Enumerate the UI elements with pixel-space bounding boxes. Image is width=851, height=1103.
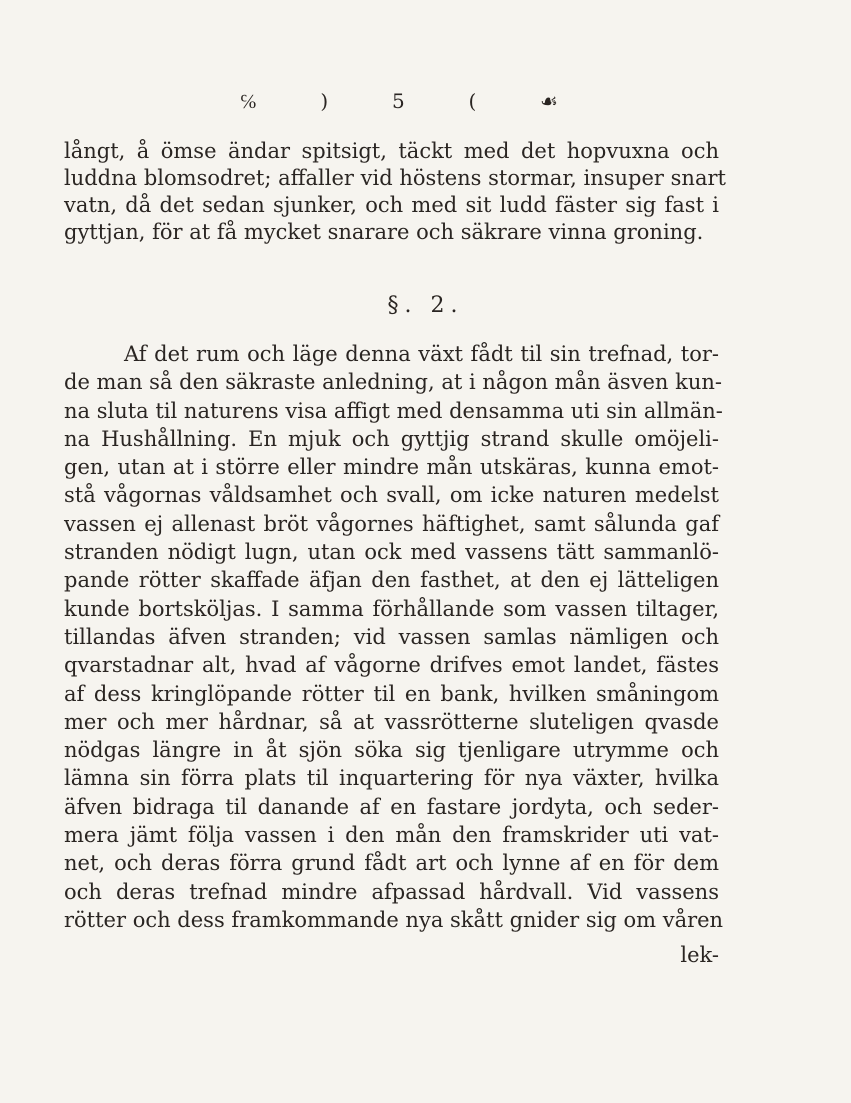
paragraph-section-2 bbox=[64, 340, 724, 934]
text-line: kunde bortsköljas. I samma förhållande som vassen tiltager, bbox=[64, 596, 719, 621]
text-line: gen, utan at i större eller mindre mån utskäras, kunna emot- bbox=[64, 455, 719, 480]
text-line: mer och mer hårdnar, så at vassrötterne sluteligen qvasde bbox=[64, 709, 719, 734]
page-header bbox=[240, 84, 560, 118]
text-line: de man så den säkraste anledning, at i någon mån äsven kun- bbox=[64, 370, 722, 395]
text-line: luddna blomsodret; affaller vid höstens stormar, insuper snart bbox=[64, 166, 726, 190]
text-line: gyttjan, för at få mycket snarare och säkrare vinna groning. bbox=[64, 220, 704, 244]
text-line: vatn, då det sedan sjunker, och med sit ludd fäster sig fast i bbox=[64, 193, 719, 217]
text-line: lämna sin förra plats til inquartering för nya växter, hvilka bbox=[64, 766, 719, 791]
text-line: vassen ej allenast bröt vågornes häftighet, samt sålunda gaf bbox=[64, 511, 719, 536]
text-line: och deras trefnad mindre afpassad hårdvall. Vid vassens bbox=[64, 879, 719, 904]
page-number: 5 bbox=[391, 89, 407, 113]
text-line: äfven bidraga til danande af en fastare jordyta, och seder- bbox=[64, 794, 719, 819]
page-number-bracket-left: ) bbox=[320, 89, 331, 113]
text-line: mera jämt följa vassen i den mån den framskrider uti vat- bbox=[64, 823, 719, 848]
section-heading: §. 2. bbox=[387, 293, 464, 318]
catchword: lek- bbox=[680, 943, 719, 967]
text-line: Af det rum och läge denna växt fådt til sin trefnad, tor- bbox=[124, 342, 719, 366]
text-line: rötter och dess framkommande nya skått gnider sig om våren bbox=[64, 907, 724, 932]
text-line: af dess kringlöpande rötter til en bank, hvilken småningom bbox=[64, 681, 719, 706]
text-line: pande rötter skaffade äfjan den fasthet, at den ej lätteligen bbox=[64, 568, 719, 593]
right-ornament: ☙ bbox=[540, 89, 560, 113]
text-line: na sluta til naturens visa affigt med densamma uti sin allmän- bbox=[64, 398, 723, 423]
left-ornament: ℅ bbox=[240, 88, 259, 113]
text-line: tillandas äfven stranden; vid vassen samlas nämligen och bbox=[64, 624, 719, 649]
paragraph-continued bbox=[64, 138, 726, 246]
text-line: stranden nödigt lugn, utan ock med vassens tätt sammanlö- bbox=[64, 540, 719, 565]
text-line: stå vågornas våldsamhet och svall, om icke naturen medelst bbox=[64, 483, 719, 508]
text-line: långt, å ömse ändar spitsigt, täckt med det hopvuxna och bbox=[64, 139, 719, 163]
page-number-bracket-right: ( bbox=[468, 89, 479, 113]
text-line: nödgas längre in åt sjön söka sig tjenligare utrymme och bbox=[64, 738, 719, 763]
text-line: qvarstadnar alt, hvad af vågorne drifves emot landet, fästes bbox=[64, 653, 719, 678]
text-line: net, och deras förra grund fådt art och lynne af en för dem bbox=[64, 851, 719, 876]
text-line: na Hushållning. En mjuk och gyttjig strand skulle omöjeli- bbox=[64, 426, 719, 451]
